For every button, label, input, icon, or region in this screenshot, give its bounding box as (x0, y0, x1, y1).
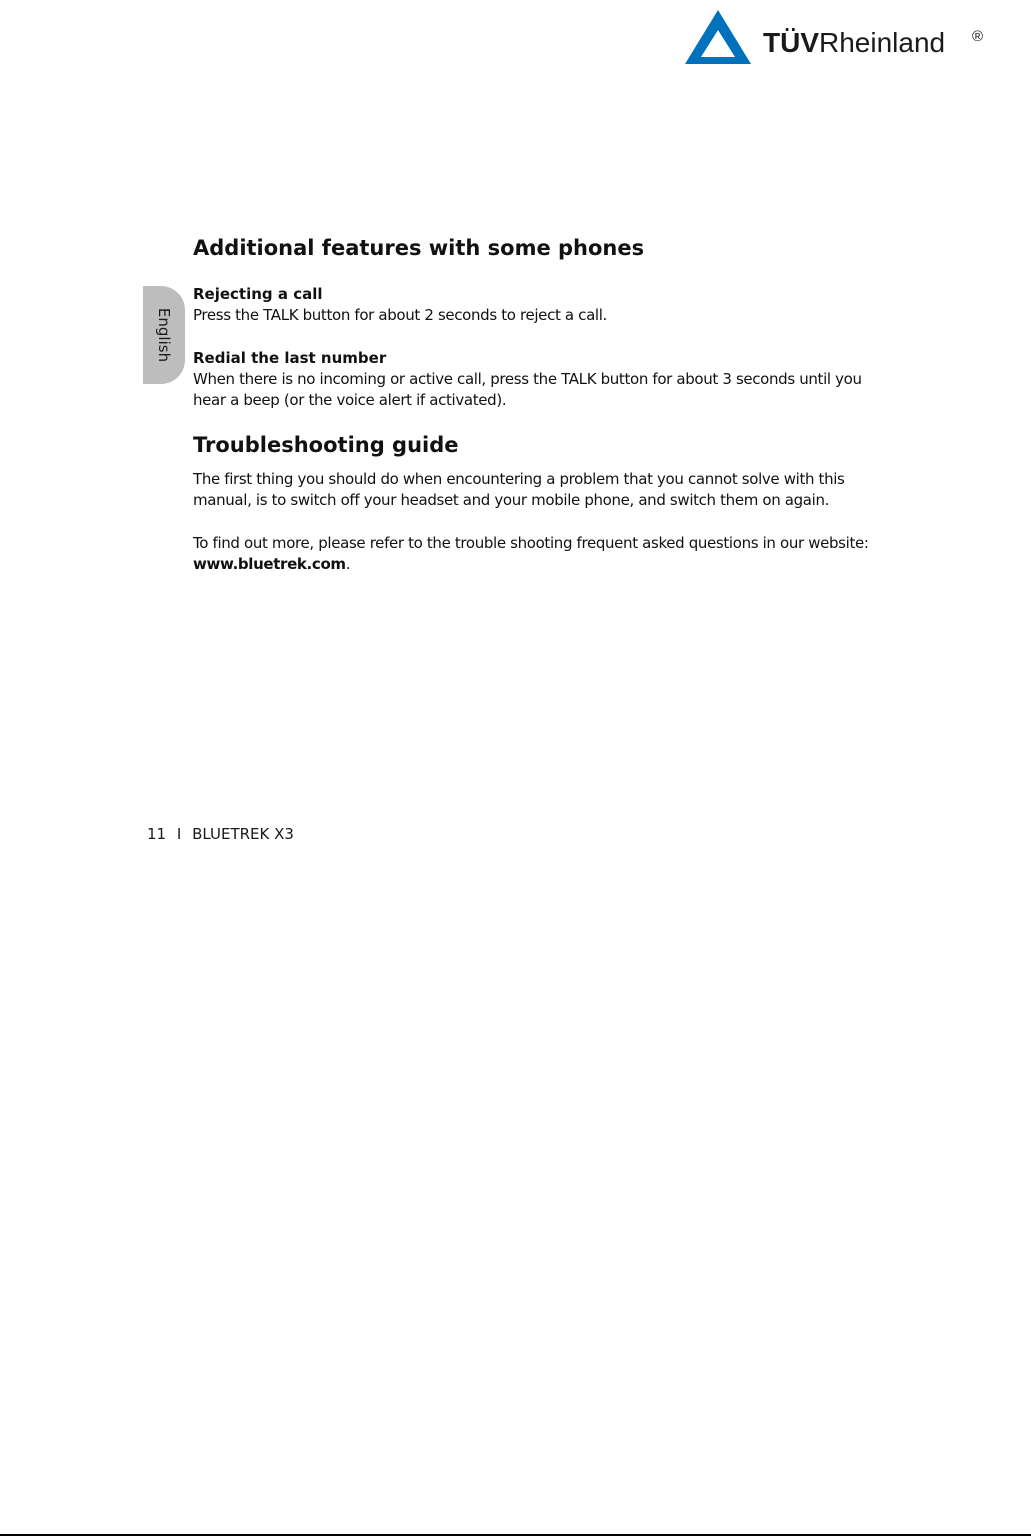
website-link[interactable]: www.bluetrek.com (193, 555, 346, 573)
redial-heading: Redial the last number (193, 349, 387, 367)
rejecting-call-section (193, 284, 893, 326)
registered-mark: ® (972, 28, 984, 45)
page-content (193, 234, 893, 575)
footer-separator: I (176, 825, 182, 843)
redial-text: When there is no incoming or active call, press the TALK button for about 3 seconds until you hear a beep (or the voice alert if activated). (193, 370, 862, 409)
logo-bold-text: TÜV (763, 27, 819, 58)
logo-wordmark (763, 28, 945, 58)
troubleshooting-paragraph-2 (193, 533, 893, 575)
language-tab (143, 286, 185, 384)
logo-regular-text: Rheinland (819, 27, 946, 58)
troubleshooting-title: Troubleshooting guide (193, 433, 459, 457)
bottom-rule (0, 1534, 1031, 1536)
language-tab-label: English (155, 307, 173, 363)
tuv-triangle-icon (683, 8, 753, 68)
troubleshooting-paragraph-2-end: . (345, 555, 351, 573)
rejecting-call-heading: Rejecting a call (193, 285, 323, 303)
troubleshooting-paragraph-2-text: To find out more, please refer to the trouble shooting frequent asked questions in our website: (193, 534, 869, 552)
troubleshooting-paragraph-1: The first thing you should do when encountering a problem that you cannot solve with this manual, is to switch off your headset and your mobile phone, and switch them on again. (193, 470, 845, 509)
page-number: 11 (147, 825, 167, 843)
page-footer (147, 825, 294, 843)
additional-features-title: Additional features with some phones (193, 236, 645, 260)
tuv-rheinland-logo (683, 8, 1013, 68)
redial-section (193, 348, 893, 411)
footer-product-name: BLUETREK X3 (192, 825, 294, 843)
rejecting-call-text: Press the TALK button for about 2 seconds to reject a call. (193, 306, 607, 324)
